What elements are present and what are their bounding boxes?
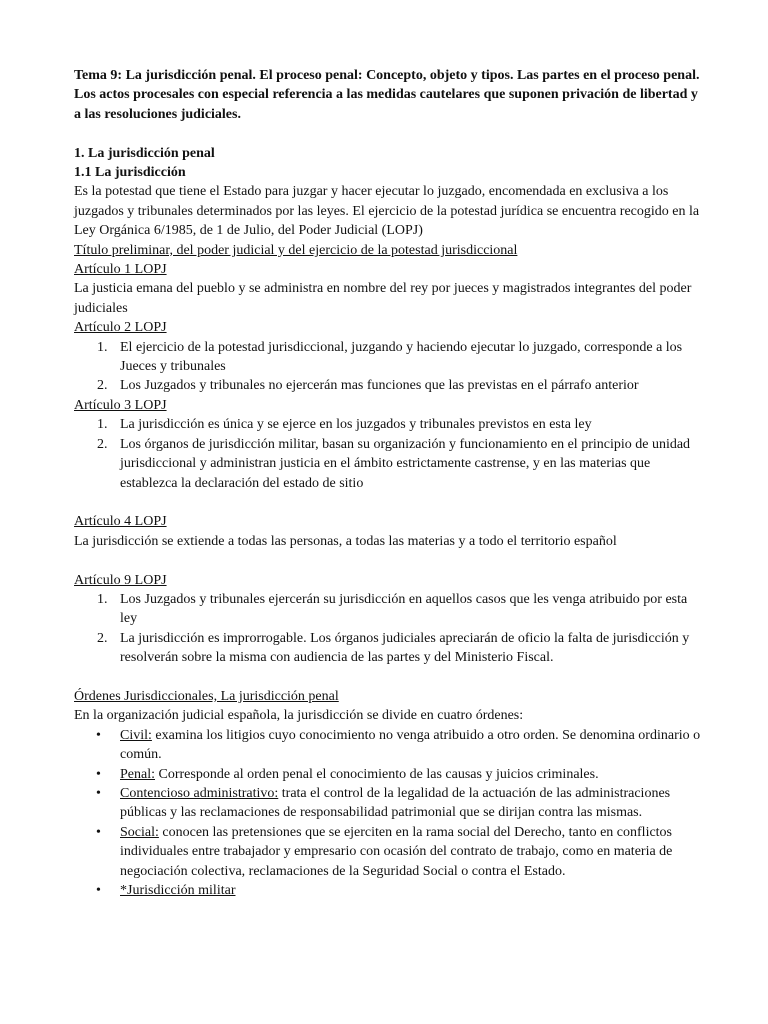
list-item: [74, 435, 704, 493]
list-item-text: Los Juzgados y tribunales no ejercerán mas funciones que las previstas en el párrafo anterior: [120, 378, 639, 394]
spacer: [74, 668, 704, 687]
list-item: [74, 338, 704, 377]
article-2-label: Artículo 2 LOPJ: [74, 320, 167, 336]
bullet-icon: •: [96, 766, 101, 782]
list-item: [74, 415, 704, 434]
spacer: [74, 124, 704, 143]
list-item: [74, 881, 704, 900]
intro-paragraph: Es la potestad que tiene el Estado para juzgar y hacer ejecutar lo juzgado, encomendada en exclusiva a los juzgados y tribunales determinados por las leyes. El ejercicio de la potestad jurídica se encuentra recogido en la Ley Orgánica 6/1985, de 1 de Julio, del Poder Judicial (LOPJ): [74, 184, 700, 239]
list-item-text: La jurisdicción es única y se ejerce en los juzgados y tribunales previstos en esta ley: [120, 417, 592, 433]
article-9-label: Artículo 9 LOPJ: [74, 572, 167, 588]
section-heading: 1. La jurisdicción penal: [74, 145, 215, 161]
ordenes-intro: En la organización judicial española, la jurisdicción se divide en cuatro órdenes:: [74, 708, 524, 724]
list-item: [74, 590, 704, 629]
document-page: [74, 66, 704, 900]
article-9-list: [74, 590, 704, 668]
list-item-text: La jurisdicción es improrrogable. Los órganos judiciales apreciarán de oficio la falta de jurisdicción y resolverán sobre la misma con audiencia de las partes y del Ministerio Fiscal.: [120, 630, 690, 666]
spacer: [74, 551, 704, 570]
list-item-text: Corresponde al orden penal el conocimiento de las causas y juicios criminales.: [155, 766, 599, 782]
list-item-text: conocen las pretensiones que se ejerciten en la rama social del Derecho, tanto en conflictos individuales entre trabajador y empresario con ocasión del contrato de trabajo, como en materia de negociación colectiva, reclamaciones de la Seguridad Social o contra el Estado.: [120, 824, 673, 879]
titulo-preliminar-heading: Título preliminar, del poder judicial y del ejercicio de la potestad jurisdiccional: [74, 242, 518, 258]
list-item: [74, 784, 704, 823]
list-item-text: examina los litigios cuyo conocimiento no venga atribuido a otro orden. Se denomina ordinario o común.: [120, 727, 701, 763]
article-4-text: La jurisdicción se extiende a todas las personas, a todas las materias y a todo el territorio español: [74, 533, 617, 549]
term-social: Social:: [120, 824, 159, 840]
list-number: 2.: [97, 436, 108, 452]
list-item: [74, 726, 704, 765]
bullet-icon: •: [96, 883, 101, 898]
spacer: [74, 493, 704, 512]
list-number: 1.: [97, 339, 108, 355]
list-item: [74, 765, 704, 784]
article-1-label: Artículo 1 LOPJ: [74, 262, 167, 278]
term-penal: Penal:: [120, 766, 155, 782]
list-number: 1.: [97, 591, 108, 607]
list-item: [74, 376, 704, 395]
list-number: 1.: [97, 417, 108, 433]
article-4-label: Artículo 4 LOPJ: [74, 514, 167, 530]
ordenes-heading: Órdenes Jurisdiccionales, La jurisdicción penal: [74, 688, 339, 704]
article-3-list: [74, 415, 704, 493]
article-3-label: Artículo 3 LOPJ: [74, 397, 167, 413]
term-contencioso: Contencioso administrativo:: [120, 785, 279, 801]
list-item-text: trata el control de la legalidad de la actuación de las administraciones públicas y las reclamaciones de responsabilidad patrimonial que se dirijan contra las mismas.: [120, 785, 671, 821]
subsection-heading: 1.1 La jurisdicción: [74, 165, 186, 181]
list-item-text: Los Juzgados y tribunales ejercerán su jurisdicción en aquellos casos que les venga atribuido por esta ley: [120, 591, 688, 627]
ordenes-list: [74, 726, 704, 901]
document-title: Tema 9: La jurisdicción penal. El proceso penal: Concepto, objeto y tipos. Las partes en el proceso penal. Los actos procesales con especial referencia a las medidas cautelares que suponen privación de libertad y a las resoluciones judiciales.: [74, 68, 700, 122]
list-item-text: Los órganos de jurisdicción militar, basan su organización y funcionamiento en el principio de unidad jurisdiccional y administran justicia en el ámbito estrictamente castrense, y en las materias que establezca la declaración del estado de sitio: [120, 436, 691, 491]
list-item: [74, 823, 704, 881]
article-2-list: [74, 338, 704, 396]
term-civil: Civil:: [120, 727, 152, 743]
bullet-icon: •: [96, 727, 101, 743]
list-item: [74, 629, 704, 668]
bullet-icon: •: [96, 785, 101, 801]
bullet-icon: •: [96, 824, 101, 840]
term-militar: *Jurisdicción militar: [120, 883, 236, 898]
article-1-text: La justicia emana del pueblo y se administra en nombre del rey por jueces y magistrados integrantes del poder judiciales: [74, 281, 692, 316]
list-number: 2.: [97, 630, 108, 646]
list-number: 2.: [97, 378, 108, 394]
list-item-text: El ejercicio de la potestad jurisdiccional, juzgando y haciendo ejecutar lo juzgado, corresponde a los Jueces y tribunales: [120, 339, 683, 375]
